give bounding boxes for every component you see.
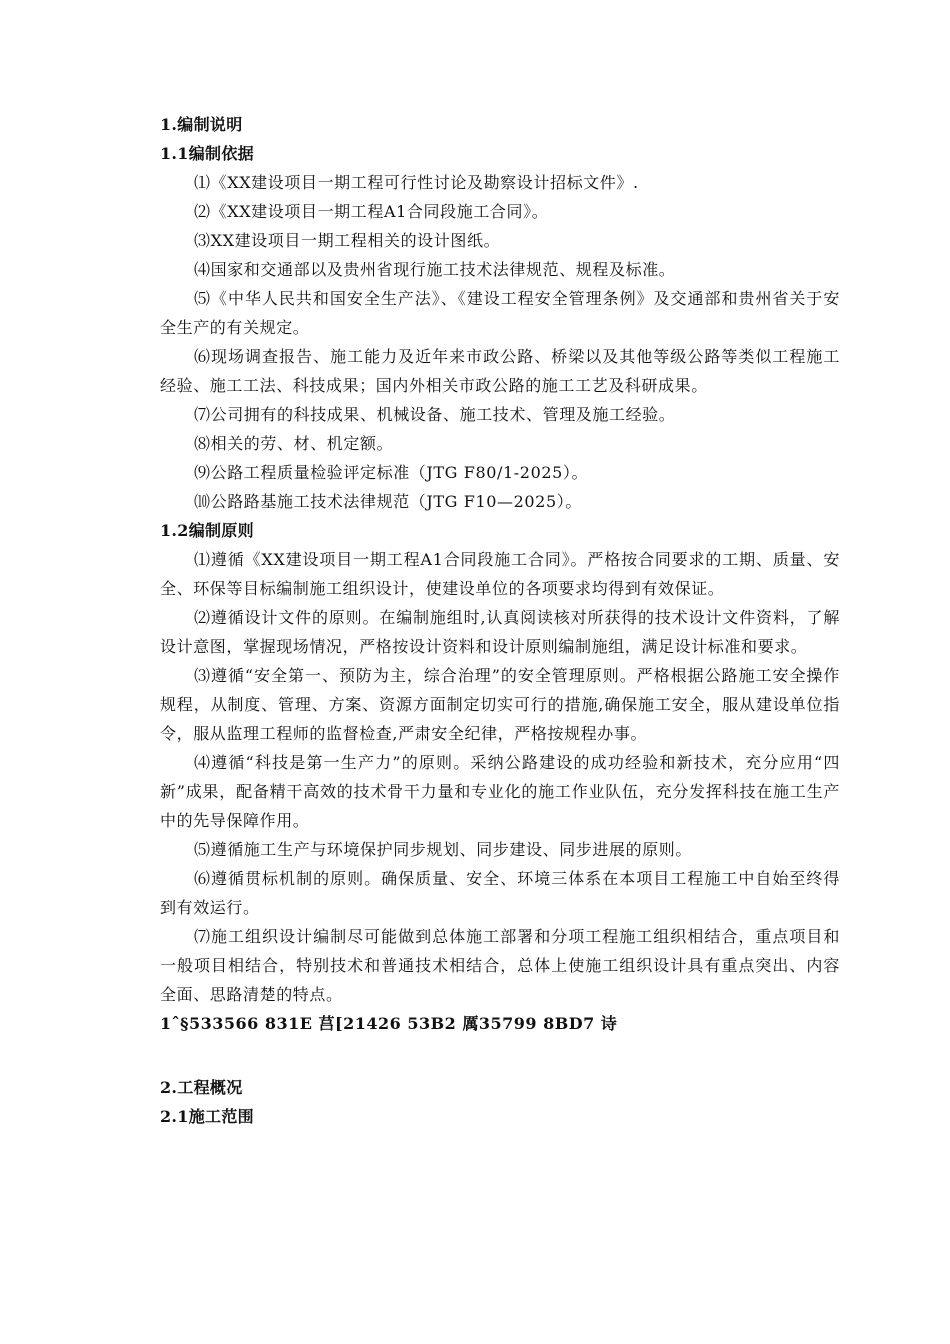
principle-item: ⑶遵循“安全第一、预防为主，综合治理”的安全管理原则。严格根据公路施工安全操作规程，从制度、管理、方案、资源方面制定切实可行的措施,确保施工安全，服从建设单位指令，服从监理工程师的监督检查,严肃安全纪律，严格按规程办事。 xyxy=(160,666,840,743)
principle-item: ⑴遵循《XX建设项目一期工程A1合同段施工合同》。严格按合同要求的工期、质量、安全、环保等目标编制施工组织设计，使建设单位的各项要求均得到有效保证。 xyxy=(160,550,840,598)
basis-item: ⑴《XX建设项目一期工程可行性讨论及勘察设计招标文件》. xyxy=(194,173,639,192)
basis-item: ⑷国家和交通部以及贵州省现行施工技术法律规范、规程及标准。 xyxy=(194,260,676,279)
basis-item: ⑹现场调查报告、施工能力及近年来市政公路、桥梁以及其他等级公路等类似工程施工经验、施工工法、科技成果；国内外相关市政公路的施工工艺及科研成果。 xyxy=(160,347,840,395)
basis-item: ⑸《中华人民共和国安全生产法》、《建设工程安全管理条例》及交通部和贵州省关于安全生产的有关规定。 xyxy=(160,289,840,337)
principle-item: ⑹遵循贯标机制的原则。确保质量、安全、环境三体系在本项目工程施工中自始至终得到有效运行。 xyxy=(160,869,840,917)
basis-item: ⑺公司拥有的科技成果、机械设备、施工技术、管理及施工经验。 xyxy=(194,405,676,424)
principle-item: ⑵遵循设计文件的原则。在编制施组时,认真阅读核对所获得的技术设计文件资料，了解设计意图，掌握现场情况，严格按设计资料和设计原则编制施组，满足设计标准和要求。 xyxy=(160,608,840,656)
section-1-2-heading: 1.2编制原则 xyxy=(160,521,254,540)
section-1-heading: 1.编制说明 xyxy=(160,115,243,134)
basis-item: ⑽公路路基施工技术法律规范（JTG F10—2025）。 xyxy=(194,492,582,511)
basis-item: ⑻相关的劳、材、机定额。 xyxy=(194,434,394,453)
principle-item: ⑺施工组织设计编制尽可能做到总体施工部署和分项工程施工组织相结合，重点项目和一般项目相结合，特别技术和普通技术相结合，总体上使施工组织设计具有重点突出、内容全面、思路清楚的特点。 xyxy=(160,927,840,1004)
section-2-heading: 2.工程概况 xyxy=(160,1078,243,1097)
basis-item: ⑶XX建设项目一期工程相关的设计图纸。 xyxy=(194,231,501,250)
garbled-text-line: 1ˆ§533566 831E 莒[21426 53B2 厲35799 8BD7 诗 xyxy=(160,1014,618,1033)
section-2-1-heading: 2.1施工范围 xyxy=(160,1107,254,1126)
principle-item: ⑸遵循施工生产与环境保护同步规划、同步建设、同步进展的原则。 xyxy=(194,840,693,859)
document-body xyxy=(160,110,840,1131)
section-1-1-heading: 1.1编制依据 xyxy=(160,144,254,163)
principle-item: ⑷遵循“科技是第一生产力”的原则。采纳公路建设的成功经验和新技术，充分应用“四新”成果，配备精干高效的技术骨干力量和专业化的施工作业队伍，充分发挥科技在施工生产中的先导保障作用。 xyxy=(160,753,840,830)
section-spacer xyxy=(160,1038,840,1073)
basis-item: ⑵《XX建设项目一期工程A1合同段施工合同》。 xyxy=(194,202,549,221)
basis-item: ⑼公路工程质量检验评定标准（JTG F80/1-2025）。 xyxy=(194,463,589,482)
